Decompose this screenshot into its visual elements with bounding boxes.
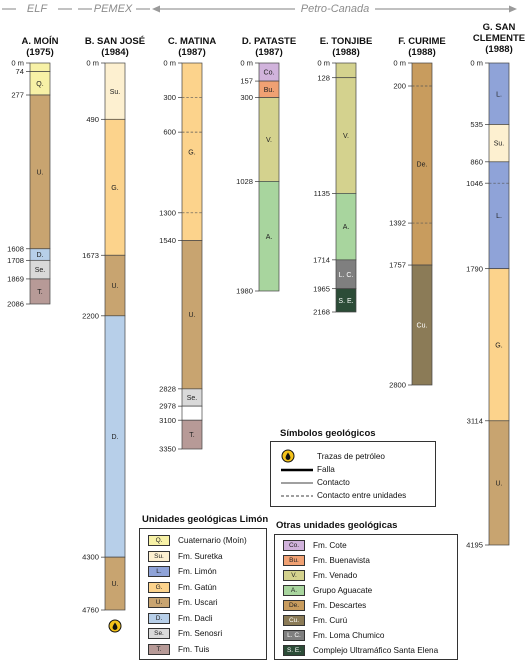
unit-label: U.: [36, 169, 44, 177]
limon-legend-swatch: Se.: [148, 628, 170, 639]
well-title: A. MOÍN: [21, 36, 59, 47]
unit-label: D.: [36, 252, 44, 260]
depth-label: 128: [317, 73, 330, 83]
unit-label: S. E.: [338, 297, 354, 305]
limon-legend-label: Fm. Gatún: [178, 582, 217, 592]
well-column-7: [466, 22, 525, 550]
limon-legend-label: Cuaternario (Moín): [178, 536, 247, 545]
limon-legend-label: Fm. Limón: [178, 567, 217, 576]
depth-label: 1757: [389, 260, 406, 270]
other-legend-swatch: A.: [283, 585, 305, 596]
other-legend-label: Fm. Loma Chumico: [313, 631, 385, 640]
other-legend-swatch: Bu.: [283, 555, 305, 566]
well-column-4: [236, 36, 296, 296]
depth-label: 157: [240, 76, 253, 86]
company-label-pemex: PEMEX: [93, 3, 133, 15]
depth-label: 2978: [159, 401, 176, 411]
depth-label: 300: [240, 93, 253, 103]
limon-legend-swatch: L.: [148, 566, 170, 577]
symbols-legend: [270, 441, 436, 507]
unit-label: Q.: [36, 80, 44, 88]
unit-label: U.: [495, 480, 503, 488]
depth-label: 200: [393, 81, 406, 91]
depth-label: 0 m: [11, 58, 24, 68]
other-legend: [274, 534, 458, 660]
limon-legend-label: Fm. Suretka: [178, 551, 223, 561]
company-header-petro-canada: [152, 3, 517, 15]
depth-label: 3350: [159, 444, 176, 454]
other-legend-label: Fm. Curú: [313, 616, 348, 625]
depth-label: 600: [163, 127, 176, 137]
other-legend-swatch: V.: [283, 570, 305, 581]
well-title: F. CURIME: [398, 36, 446, 47]
unit-block: [182, 406, 202, 420]
company-label-petro-canada: Petro-Canada: [300, 3, 370, 15]
depth-label: 0 m: [163, 58, 176, 68]
unit-label: A.: [265, 233, 273, 241]
well-column-2: [82, 36, 145, 632]
symbol-label-dashed: Contacto entre unidades: [317, 491, 407, 500]
depth-label: 2200: [82, 311, 99, 321]
unit-block: [336, 63, 356, 78]
well-title: E. TONJIBE: [319, 36, 373, 47]
limon-legend-label: Fm. Uscari: [178, 598, 218, 607]
other-legend-label: Fm. Buenavista: [313, 556, 370, 565]
depth-label: 4195: [466, 540, 483, 550]
other-legend-title: Otras unidades geológicas: [276, 520, 398, 531]
well-title: (1975): [26, 47, 54, 58]
depth-label: 1608: [7, 244, 24, 254]
well-title: CLEMENTE: [472, 33, 525, 44]
unit-label: L.: [496, 212, 502, 220]
depth-label: 2828: [159, 384, 176, 394]
depth-label: 1708: [7, 255, 24, 265]
depth-label: 1869: [7, 274, 24, 284]
well-title: (1988): [485, 44, 513, 55]
well-title: (1988): [408, 47, 436, 58]
limon-legend-swatch: G.: [148, 582, 170, 593]
well-title: (1987): [255, 47, 283, 58]
symbol-label-oil: Trazas de petróleo: [317, 452, 385, 461]
unit-label: Se.: [186, 395, 198, 403]
unit-label: Bu.: [263, 86, 275, 94]
unit-label: T.: [189, 432, 195, 440]
symbol-label-fault: Falla: [317, 465, 335, 474]
limon-legend: [139, 528, 267, 660]
depth-label: 535: [470, 120, 483, 130]
unit-label: L. C.: [338, 271, 354, 279]
limon-legend-title: Unidades geológicas Limón: [142, 514, 269, 525]
depth-label: 0 m: [393, 58, 406, 68]
depth-label: 1028: [236, 176, 253, 186]
other-legend-label: Fm. Venado: [313, 571, 358, 580]
well-column-1: [7, 36, 59, 309]
well-column-5: [313, 36, 372, 317]
depth-label: 1714: [313, 255, 330, 265]
unit-block: [30, 63, 50, 72]
depth-label: 2086: [7, 299, 24, 309]
depth-label: 1980: [236, 286, 253, 296]
well-title: D. PATASTE: [241, 36, 297, 47]
other-legend-swatch: Cu.: [283, 615, 305, 626]
other-legend-label: Grupo Aguacate: [313, 586, 373, 595]
unit-label: G.: [495, 342, 503, 350]
unit-label: U.: [111, 581, 119, 589]
depth-label: 1540: [159, 236, 176, 246]
unit-label: U.: [111, 283, 119, 291]
unit-label: Su.: [109, 88, 121, 96]
depth-label: 1673: [82, 250, 99, 260]
depth-label: 74: [15, 67, 24, 77]
limon-legend-swatch: U.: [148, 597, 170, 608]
depth-label: 1135: [313, 188, 330, 198]
other-legend-swatch: De.: [283, 600, 305, 611]
unit-label: Su.: [493, 140, 505, 148]
well-column-3: [159, 36, 216, 454]
well-title: B. SAN JOSÉ: [84, 36, 146, 47]
depth-label: 1965: [313, 284, 330, 294]
limon-legend-swatch: Su.: [148, 551, 170, 562]
well-column-6: [389, 36, 446, 390]
depth-label: 1046: [466, 178, 483, 188]
limon-legend-label: Fm. Senosri: [178, 629, 223, 638]
other-legend-label: Fm. Cote: [313, 541, 347, 550]
limon-legend-label: Fm. Tuis: [178, 644, 210, 654]
limon-legend-swatch: Q.: [148, 535, 170, 546]
depth-label: 277: [11, 90, 24, 100]
company-label-elf: ELF: [26, 3, 48, 15]
limon-legend-swatch: T.: [148, 644, 170, 655]
depth-label: 860: [470, 157, 483, 167]
unit-label: Cu.: [416, 322, 428, 330]
depth-label: 300: [163, 93, 176, 103]
symbol-label-contact: Contacto: [317, 478, 350, 487]
depth-label: 3114: [466, 416, 483, 426]
company-header-pemex: [78, 3, 150, 15]
other-legend-swatch: L. C.: [283, 630, 305, 641]
unit-label: G.: [111, 184, 119, 192]
depth-label: 1790: [466, 264, 483, 274]
well-title: (1988): [332, 47, 360, 58]
well-title: C. MATINA: [167, 36, 217, 47]
depth-label: 490: [86, 114, 99, 124]
unit-label: V.: [266, 137, 272, 145]
unit-label: L.: [496, 91, 502, 99]
depth-label: 0 m: [470, 58, 483, 68]
other-legend-swatch: Co.: [283, 540, 305, 551]
unit-label: T.: [37, 289, 43, 297]
other-legend-swatch: S. E.: [283, 645, 305, 656]
unit-label: Se.: [34, 267, 46, 275]
unit-label: G.: [188, 149, 196, 157]
unit-label: A.: [342, 224, 350, 232]
depth-label: 0 m: [317, 58, 330, 68]
unit-label: De.: [416, 161, 428, 169]
depth-label: 4300: [82, 552, 99, 562]
well-title: (1987): [178, 47, 206, 58]
limon-legend-swatch: D.: [148, 613, 170, 624]
other-legend-label: Fm. Descartes: [313, 601, 367, 610]
other-legend-label: Complejo Ultramáfico Santa Elena: [313, 646, 439, 655]
limon-legend-label: Fm. Dacli: [178, 613, 213, 623]
depth-label: 0 m: [86, 58, 99, 68]
symbols-legend-title: Símbolos geológicos: [280, 428, 376, 439]
depth-label: 0 m: [240, 58, 253, 68]
depth-label: 2800: [389, 380, 406, 390]
depth-label: 3100: [159, 415, 176, 425]
unit-label: U.: [188, 312, 196, 320]
unit-label: Co.: [263, 69, 275, 77]
unit-label: D.: [111, 434, 119, 442]
well-title: G. SAN: [482, 22, 516, 33]
unit-label: V.: [343, 133, 349, 141]
well-title: (1984): [101, 47, 129, 58]
depth-label: 4760: [82, 605, 99, 615]
depth-label: 1392: [389, 218, 406, 228]
depth-label: 1300: [159, 208, 176, 218]
company-header-elf: [2, 3, 72, 15]
depth-label: 2168: [313, 307, 330, 317]
